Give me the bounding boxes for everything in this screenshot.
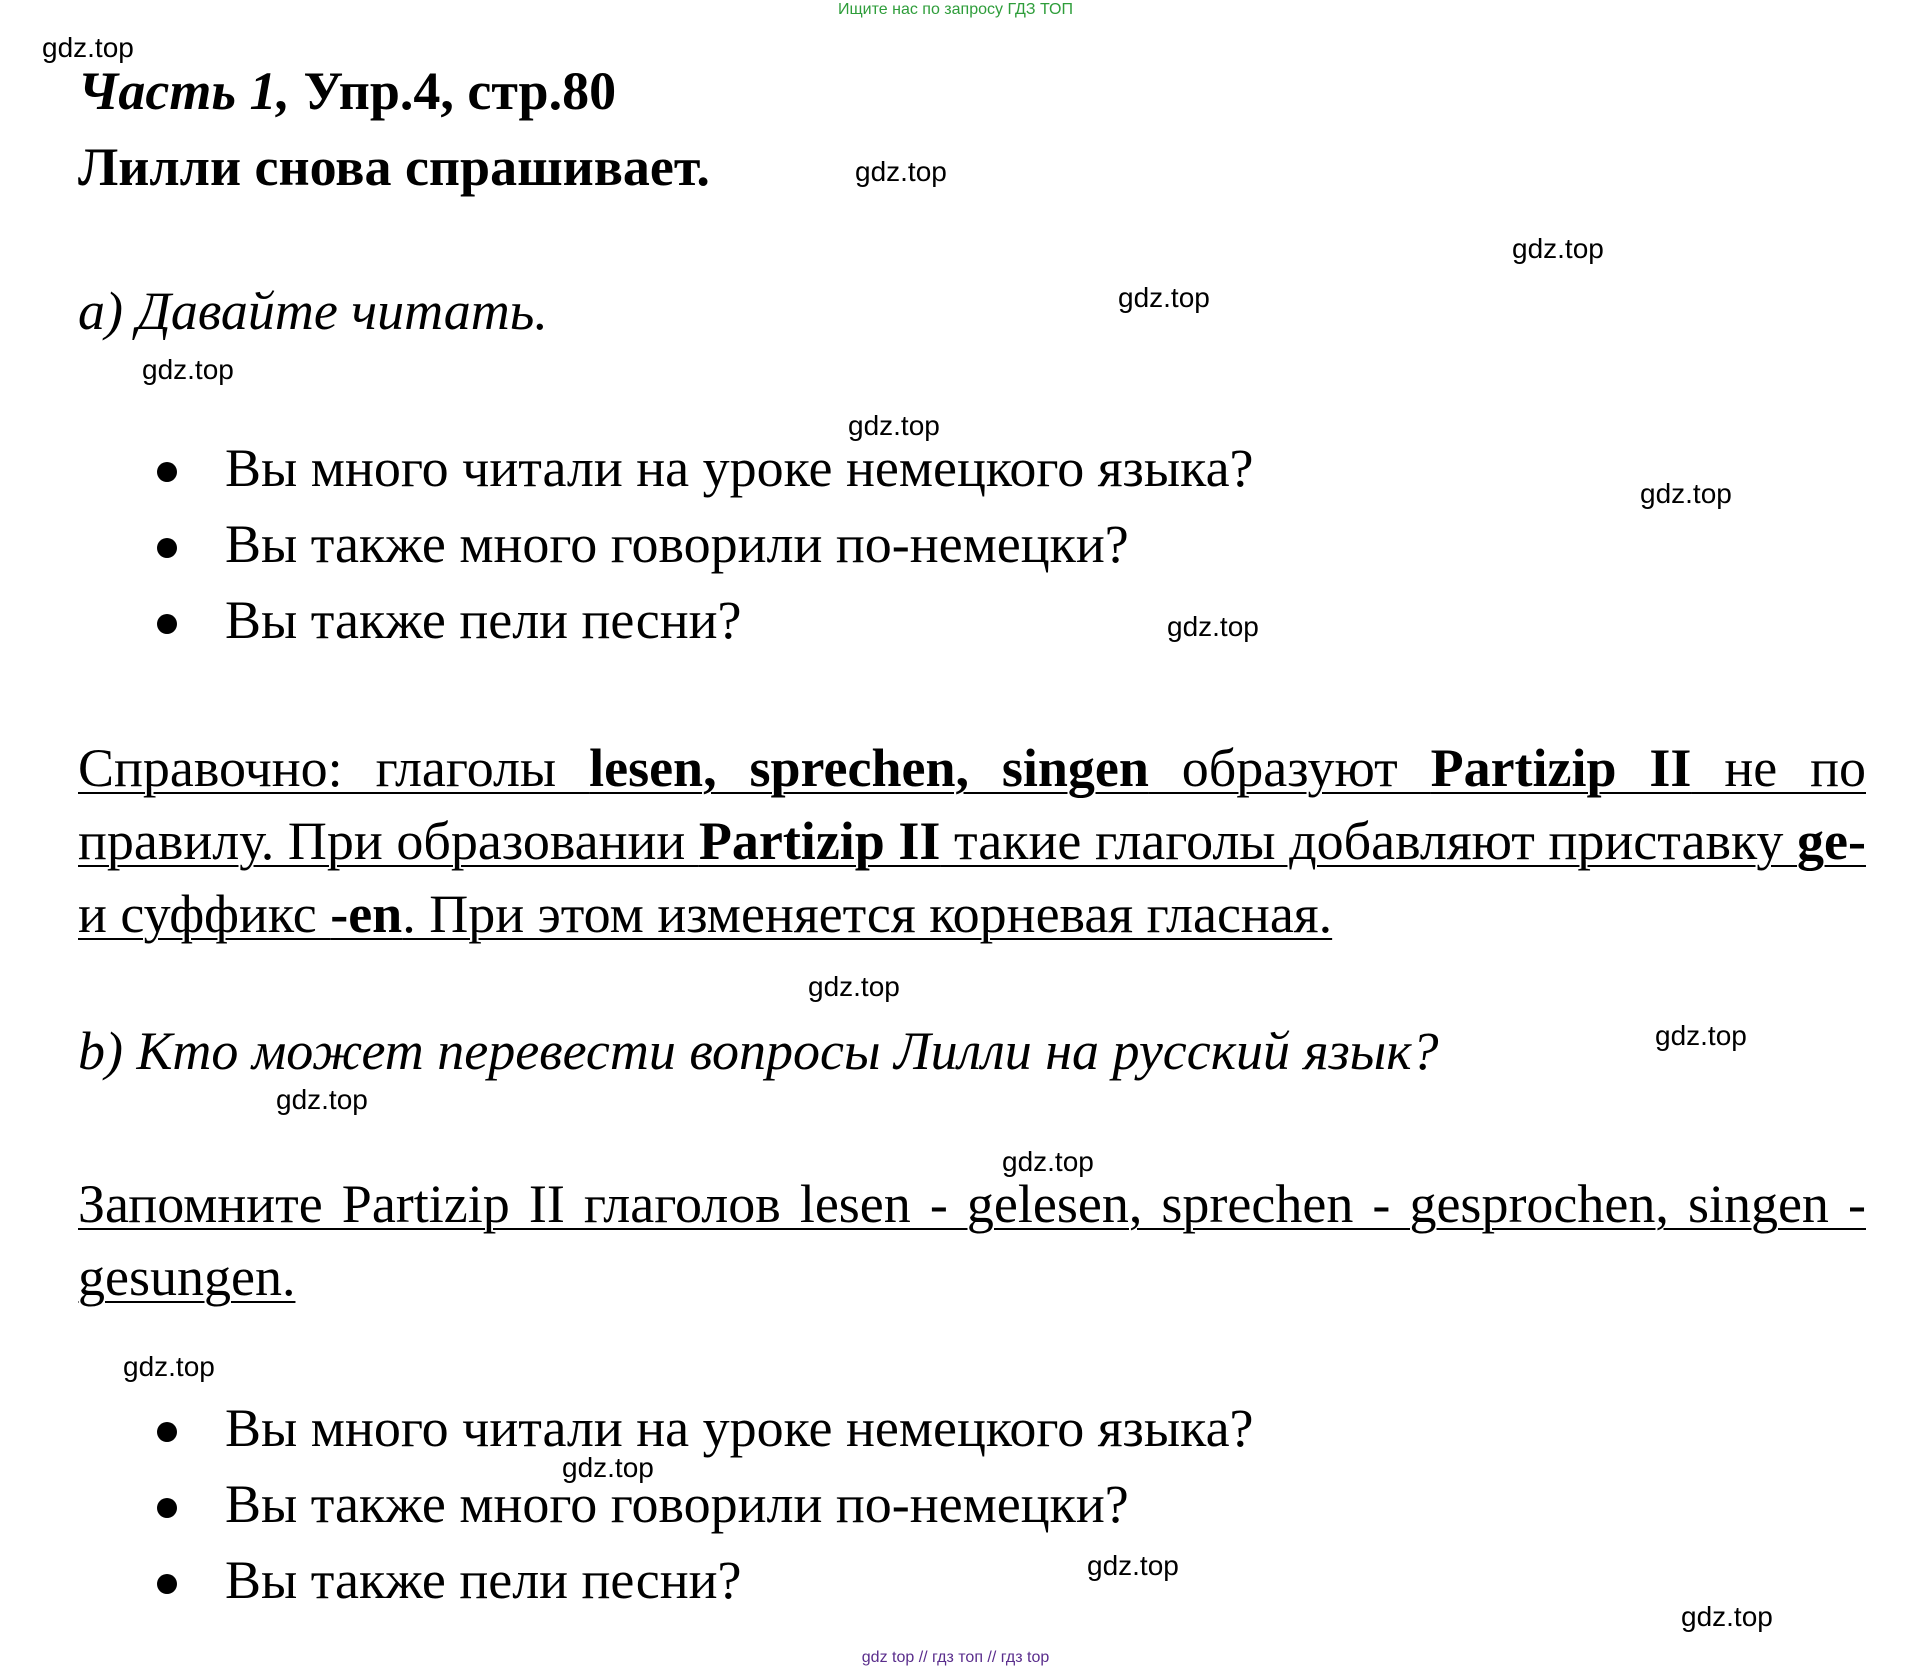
list-item	[0, 1542, 1254, 1618]
reference-text: . При этом изменяется корневая гласная.	[402, 884, 1333, 944]
watermark: gdz.top	[808, 971, 900, 1002]
remember-note: Запомните Partizip II глаголов lesen - gelesen, sprechen - gesprochen, singen - gesungen.	[78, 1174, 1866, 1307]
reference-bold: -en	[330, 884, 403, 944]
watermark: gdz.top	[1640, 478, 1732, 509]
list-item	[0, 430, 1254, 506]
bullet-icon	[157, 1574, 177, 1594]
reference-bold: lesen, sprechen, singen	[589, 738, 1149, 798]
question-text: Вы также пели песни?	[225, 590, 742, 650]
bullet-icon	[157, 614, 177, 634]
watermark: gdz.top	[1655, 1020, 1747, 1051]
reference-bold: Partizip II	[1430, 738, 1692, 798]
watermark: gdz.top	[848, 410, 940, 441]
question-text: Вы много читали на уроке немецкого языка?	[225, 438, 1254, 498]
question-text: Вы также много говорили по-немецки?	[225, 514, 1129, 574]
bullet-icon	[157, 1422, 177, 1442]
page-subtitle: Лилли снова спрашивает.	[78, 137, 710, 197]
task-a: a) Давайте читать.	[78, 281, 548, 341]
reference-text: Справочно: глаголы	[78, 738, 590, 798]
watermark: gdz.top	[276, 1084, 368, 1115]
page-title	[78, 62, 616, 121]
watermark: gdz.top	[855, 156, 947, 187]
reference-text: не по правилу. При образовании	[78, 738, 1866, 871]
watermark: gdz.top	[1681, 1601, 1773, 1632]
reference-text: такие глаголы добавляют приставку	[940, 811, 1798, 871]
list-item	[0, 506, 1254, 582]
top-banner: Ищите нас по запросу ГДЗ ТОП	[838, 1, 1073, 18]
question-text: Вы много читали на уроке немецкого языка?	[225, 1398, 1254, 1458]
title-exercise: Упр.4, стр.80	[290, 61, 617, 121]
watermark: gdz.top	[1512, 233, 1604, 264]
watermark: gdz.top	[1118, 282, 1210, 313]
watermark: gdz.top	[1002, 1146, 1094, 1177]
watermark: gdz.top	[123, 1351, 215, 1382]
watermark: gdz.top	[42, 32, 134, 63]
reference-note	[78, 732, 1866, 951]
bottom-banner: gdz top // гдз топ // гдз top	[861, 1649, 1050, 1666]
questions-list-a	[0, 430, 1254, 658]
reference-text: образуют	[1148, 738, 1431, 798]
reference-bold: Partizip II	[698, 811, 941, 871]
list-item	[0, 582, 1254, 658]
question-text: Вы также много говорили по-немецки?	[225, 1474, 1129, 1534]
bullet-icon	[157, 538, 177, 558]
reference-bold: ge-	[1797, 811, 1866, 871]
watermark: gdz.top	[1167, 611, 1259, 642]
watermark: gdz.top	[142, 354, 234, 385]
bullet-icon	[157, 462, 177, 482]
questions-list-b	[0, 1390, 1254, 1618]
task-b: b) Кто может перевести вопросы Лилли на русский язык?	[78, 1021, 1439, 1081]
title-part: Часть 1,	[78, 61, 291, 121]
question-text: Вы также пели песни?	[225, 1550, 742, 1610]
watermark: gdz.top	[1087, 1550, 1179, 1581]
bullet-icon	[157, 1498, 177, 1518]
reference-text: и суффикс	[78, 884, 331, 944]
watermark: gdz.top	[562, 1452, 654, 1483]
